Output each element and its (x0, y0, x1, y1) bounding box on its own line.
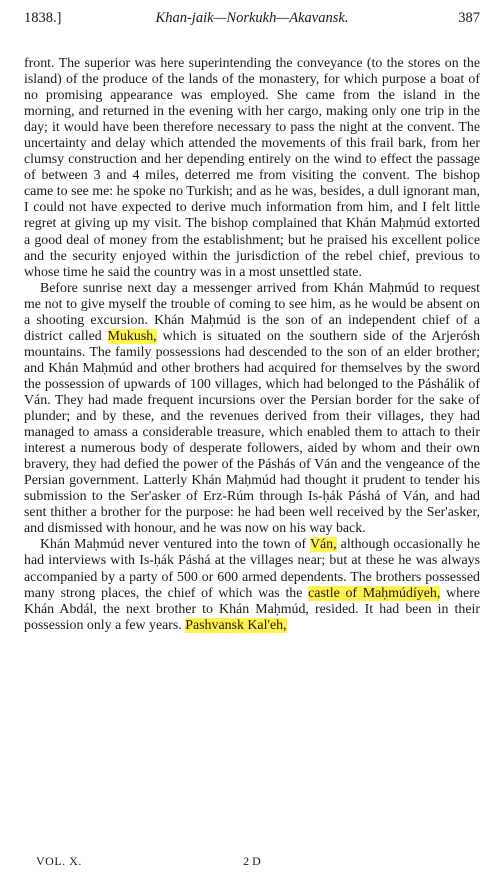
paragraph-1 (24, 56, 480, 281)
running-head-year: 1838.] (24, 10, 62, 26)
text-segment: Khán Maḥmúd never ventured into the town of (40, 537, 310, 553)
highlight-pashvansk-kaleh: Pashvansk Kal'eh, (185, 617, 287, 633)
text-segment: Before sunrise next day a messenger arrived from Khán Maḥmúd to request me not to give myself the trouble of coming to see him, as he would be absent on a shooting excursion. Khán Maḥmúd is the son of an independent chief of a district called (24, 280, 480, 344)
text-segment: where Khán Abdál, the next brother to Khán Maḥmúd, resided. It had been in their possession only a few years. (24, 585, 481, 633)
running-head (24, 8, 480, 28)
signature-mark: 2 D (243, 854, 261, 868)
text-segment: front. The superior was here superintending the conveyance (to the stores on the island) of the produce of the lands of the monastery, for which purpose a boat of no promising appearance was employed. She came from the island in the morning, and returned in the evening with her cargo, making only one trip in the day; it would have been therefore necessary to pass the night at the convent. The uncertainty and delay which attended the movements of this frail bark, from her clumsy construction and her depending entirely on the wind to effect the passage of between 3 and 4 miles, deterred me from visiting the convent. The bishop came to see me: he spoke no Turkish; and as he was, besides, a dull ignorant man, I could not have expected to derive much information from him, and I felt little regret at giving up my visit. The bishop complained that Khán Maḥmúd extorted a good deal of money from the establishment; but he praised his excellent police and the security enjoyed within the jurisdiction of the rebel chief, previous to whose time he said the country was in a most unsettled state. (24, 56, 480, 280)
page-footer (24, 852, 480, 870)
text-segment: although occasionally he had interviews with Is-ḥák Páshá at the villages near; but at these he was always accompanied by a party of 500 or 600 armed dependents. The brothers possessed many strong places, the chief of which was the (24, 537, 480, 601)
text-segment: which is situated on the southern side of the Arjerósh mountains. The family possessions had descended to the son of an elder brother; and Khán Maḥmúd and other brothers had acquired for themselves by the sword the possession of upwards of 100 villages, which had belonged to the Páshálik of Ván. They had made frequent incursions over the Persian border for the sake of plunder; and by these, and the revenues derived from their villages, they had managed to amass a considerable treasure, which enabled them to attach to their interest a numerous body of desperate followers, aided by whom and their own bravery, they had defied the power of the Páshás of Ván and the vengeance of the Persian government. Latterly Khán Maḥmúd had thought it prudent to tender his submission to the Ser'asker of Erz-Rúm through Is-ḥák Páshá of Ván, and had sent thither a brother for the purpose: he had been well received by the Ser'asker, and dismissed with honour, and he was now on his way back. (24, 328, 480, 537)
highlight-castle-of-mahmudiyeh: castle of Maḥmúdíyeh, (308, 585, 441, 601)
page-number: 387 (458, 10, 480, 26)
highlight-van: Ván, (309, 537, 337, 553)
running-head-title: Khan-jaik—Norkukh—Akavansk. (155, 10, 349, 26)
body-text (24, 56, 480, 634)
paragraph-3 (24, 537, 480, 633)
highlight-mukush: Mukush, (107, 328, 157, 344)
volume-label: VOL. X. (36, 854, 82, 868)
paragraph-2 (24, 281, 480, 538)
